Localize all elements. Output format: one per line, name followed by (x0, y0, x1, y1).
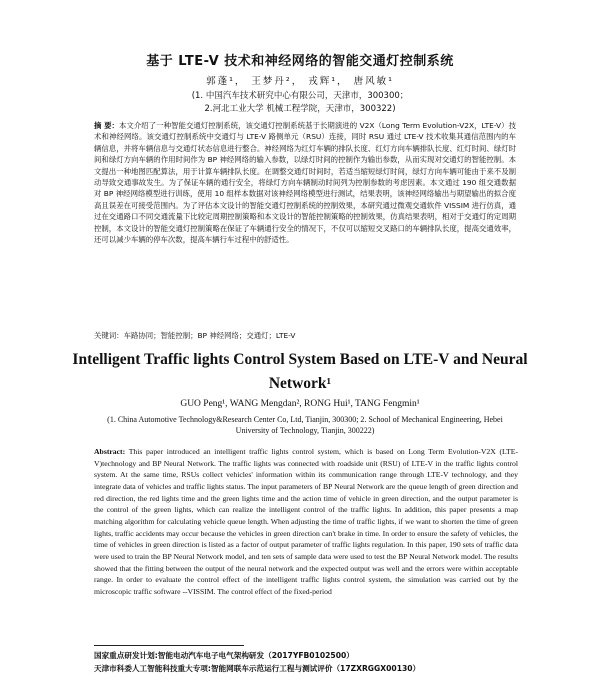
english-abstract-label: Abstract: (94, 447, 126, 456)
funding-note-1: 国家重点研发计划:智能电动汽车电子电气架构研发（2017YFB0102500） (94, 651, 354, 660)
chinese-keywords-label: 关键词： (94, 331, 124, 340)
chinese-keywords (94, 330, 516, 341)
english-authors: GUO Peng¹, WANG Mengdan², RONG Hui¹, TANG Fengmin¹ (180, 399, 420, 409)
funding-note-2: 天津市科委人工智能科技重大专项:智能网联车示范运行工程与测试评价（17ZXRGGX00130） (94, 664, 421, 673)
english-affiliation: (1. China Automotive Technology&Research Center Co, Ltd, Tianjin, 300300; 2. School of Mechanical Engineering, Hebei University of Technology, Tianjin, 300222) (107, 415, 503, 435)
chinese-title: 基于 LTE-V 技术和神经网络的智能交通灯控制系统 (146, 54, 454, 69)
english-title (0, 348, 600, 396)
english-abstract-text: This paper introduced an intelligent traffic lights control system, which is based on Long Term Evolution-V2X (LTE-V)technology and BP Neural Network. The traffic lights was connected with roadside unit (RSU) of LTE-V in the traffic lights control system. At the same time, RSUs collect vehicles' information within its communication range through LTE-V technology, and they integrate data of vehicles and traffic lights status. The input parameters of BP Neural Network are the queue length of green direction and red direction, the red lights time and the green lights time and the action time of vehicle in green direction, and the output parameter is the control of the green lights, which can realize the intelligent control of the traffic lights. In addition, this paper presents a map matching algorithm for calculating vehicle queue length. When adjusting the time of traffic lights, if we want to shorten the time of green lights, traffic accidents may occur because the vehicles in green direction can't brake in time. In order to ensure the safety of vehicles, the time of vehicles in green direction is listed as a factor of output parameter of traffic lights regulation. In this paper, 190 sets of traffic data were used to train the BP Neural Network model, and ten sets of sample data were used to test the BP Neural Network model. The results showed that the fitting between the output of the neural network and the expected output was well and the errors were within acceptable range. In order to evaluate the control effect of the intelligent traffic lights control system, the simulation was carried out by the microscopic traffic software --VISSIM. The control effect of the fixed-period (94, 447, 518, 596)
english-abstract (94, 446, 518, 598)
chinese-authors: 郭蓬¹， 王梦丹²， 戎辉¹， 唐风敏¹ (206, 76, 394, 87)
chinese-keywords-text: 车路协同；智能控制；BP 神经网络；交通灯；LTE-V (123, 331, 296, 340)
chinese-abstract-text: 本文介绍了一种智能交通灯控制系统，该交通灯控制系统基于长期演进的 V2X（Long Term Evolution-V2X，LTE-V）技术和神经网络。该交通灯控制系统中交通灯与 LTE-V 路侧单元（RSU）连接，同时 RSU 通过 LTE-V 技术收集其通信范围内的车辆信息，并将车辆信息与交通灯状态信息进行整合。神经网络为红灯车辆的排队长度、红灯方向车辆排队长度、红灯时间、绿灯时间和绿灯方向车辆的作用时间作为 BP 神经网络的输入参数，以绿灯时间的控制作为输出参数，从而实现对交通灯的智能控制。本文提出一种地图匹配算法，用于计算车辆排队长度。在调整交通灯时间时，若适当缩短绿灯时间，绿灯方向车辆可能由于来不及制动导致交通事故发生。为了保证车辆的通行安全，将绿灯方向车辆制动时间列为控制参数的考虑因素。本文通过 190 组交通数据对 BP 神经网络模型进行训练，使用 10 组样本数据对该神经网络模型进行测试，结果表明，该神经网络输出与期望输出的拟合度高且误差在可接受范围内。为了评估本文设计的智能交通灯控制系统的控制效果，本研究通过微观交通软件 VISSIM 进行仿真，通过在交通路口不同交通流量下比较定周期控制策略和本文设计的智能控制策略的控制效果，仿真结果表明，相对于交通灯的定周期控制，本文设计的智能交通灯控制策略在保证了车辆通行安全的情况下，不仅可以缩短交叉路口的车辆排队长度，提高交通效率，还可以减少车辆的停车次数，提高车辆行车过程中的舒适性。 (94, 121, 516, 245)
chinese-abstract-label: 摘 要： (94, 121, 119, 130)
chinese-affiliation-1: (1. 中国汽车技术研究中心有限公司，天津市，300300； (191, 91, 409, 101)
chinese-abstract (94, 120, 516, 245)
english-title-line-1: Intelligent Traffic lights Control System Based on LTE-V and Neural (72, 351, 528, 368)
english-title-line-2: Network¹ (268, 375, 332, 392)
footnote-divider (94, 645, 244, 646)
chinese-affiliation-2: 2.河北工业大学 机械工程学院，天津市，300322) (204, 104, 396, 114)
